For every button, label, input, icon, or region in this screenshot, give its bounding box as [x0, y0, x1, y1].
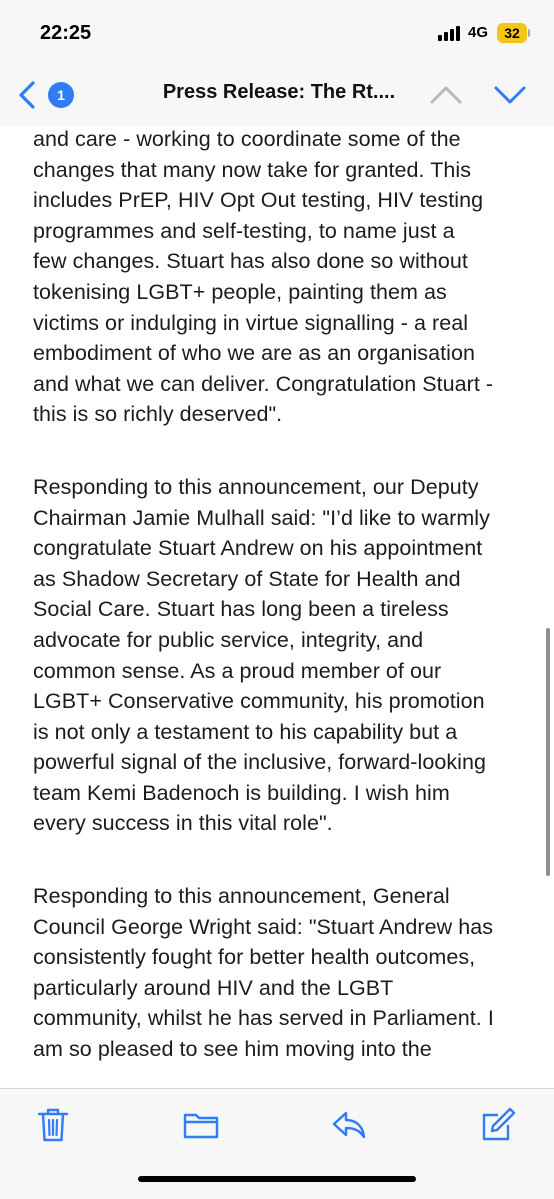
body-text-line: and care - working to coordinate some of the: [33, 127, 461, 151]
back-button[interactable]: [14, 78, 76, 112]
bottom-toolbar: [0, 1088, 554, 1199]
reply-icon[interactable]: [329, 1105, 369, 1145]
body-text-line: programmes and self-testing, to name just a: [33, 218, 455, 243]
body-text-line: am so pleased to see him moving into the: [33, 1037, 432, 1062]
body-text-line: every success in this vital role".: [33, 811, 333, 836]
body-text-line: Social Care. Stuart has long been a tireless: [33, 597, 449, 622]
previous-message-button[interactable]: [428, 80, 464, 110]
navigation-bar: [0, 62, 554, 126]
body-text-line: this is so richly deserved".: [33, 402, 283, 427]
home-indicator: [138, 1176, 416, 1182]
next-message-button[interactable]: [492, 80, 528, 110]
body-text-line: embodiment of who we are as an organisation: [33, 341, 475, 366]
body-text-line: Responding to this announcement, General: [33, 884, 450, 909]
unread-count-badge: 1: [48, 82, 74, 108]
email-body: [33, 124, 533, 1065]
body-text-line: and what we can deliver. Congratulation Stuart -: [33, 371, 494, 396]
network-type: 4G: [468, 24, 489, 41]
body-text-line: advocate for public service, integrity, and: [33, 627, 424, 652]
body-text-line: particularly around HIV and the LGBT: [33, 975, 394, 1000]
cellular-signal-icon: [438, 25, 464, 41]
folder-icon[interactable]: [181, 1105, 221, 1145]
body-text-line: common sense. As a proud member of our: [33, 658, 442, 683]
message-subject-title: Press Release: The Rt....: [162, 81, 396, 103]
body-text-line: powerful signal of the inclusive, forward-looking: [33, 750, 486, 775]
body-text-line: Council George Wright said: "Stuart Andrew has: [33, 914, 494, 939]
compose-icon[interactable]: [478, 1105, 518, 1145]
body-paragraph: [33, 472, 533, 839]
body-text-line: team Kemi Badenoch is building. I wish him: [33, 780, 450, 805]
body-text-line: changes that many now take for granted. This: [33, 157, 472, 182]
body-text-line: victims or indulging in virtue signalling - a real: [33, 310, 469, 335]
paragraph-gap: [33, 430, 533, 472]
body-text-line: LGBT+ Conservative community, his promotion: [33, 689, 485, 714]
body-paragraph: [33, 124, 533, 430]
body-text-line: Responding to this announcement, our Deputy: [33, 474, 479, 499]
status-time: 22:25: [40, 22, 92, 44]
body-text-line: consistently fought for better health outcomes,: [33, 945, 476, 970]
trash-icon[interactable]: [33, 1105, 73, 1145]
body-paragraph: [33, 881, 533, 1065]
body-text-line: is not only a testament to his capability but a: [33, 719, 458, 744]
battery-tip: [528, 29, 530, 37]
scrollbar[interactable]: [546, 628, 550, 876]
paragraph-gap: [33, 839, 533, 881]
status-bar: [0, 0, 554, 62]
body-text-line: as Shadow Secretary of State for Health and: [33, 566, 461, 591]
body-text-line: few changes. Stuart has also done so without: [33, 249, 468, 274]
body-text-line: Chairman Jamie Mulhall said: "I’d like to warmly: [33, 505, 490, 530]
body-text-line: community, whilst he has served in Parliament. I: [33, 1006, 494, 1031]
body-text-line: tokenising LGBT+ people, painting them as: [33, 279, 447, 304]
chevron-left-icon: [16, 80, 38, 110]
body-text-line: congratulate Stuart Andrew on his appointment: [33, 536, 483, 561]
body-text-line: includes PrEP, HIV Opt Out testing, HIV testing: [33, 188, 484, 213]
battery-icon: 32: [497, 23, 527, 43]
